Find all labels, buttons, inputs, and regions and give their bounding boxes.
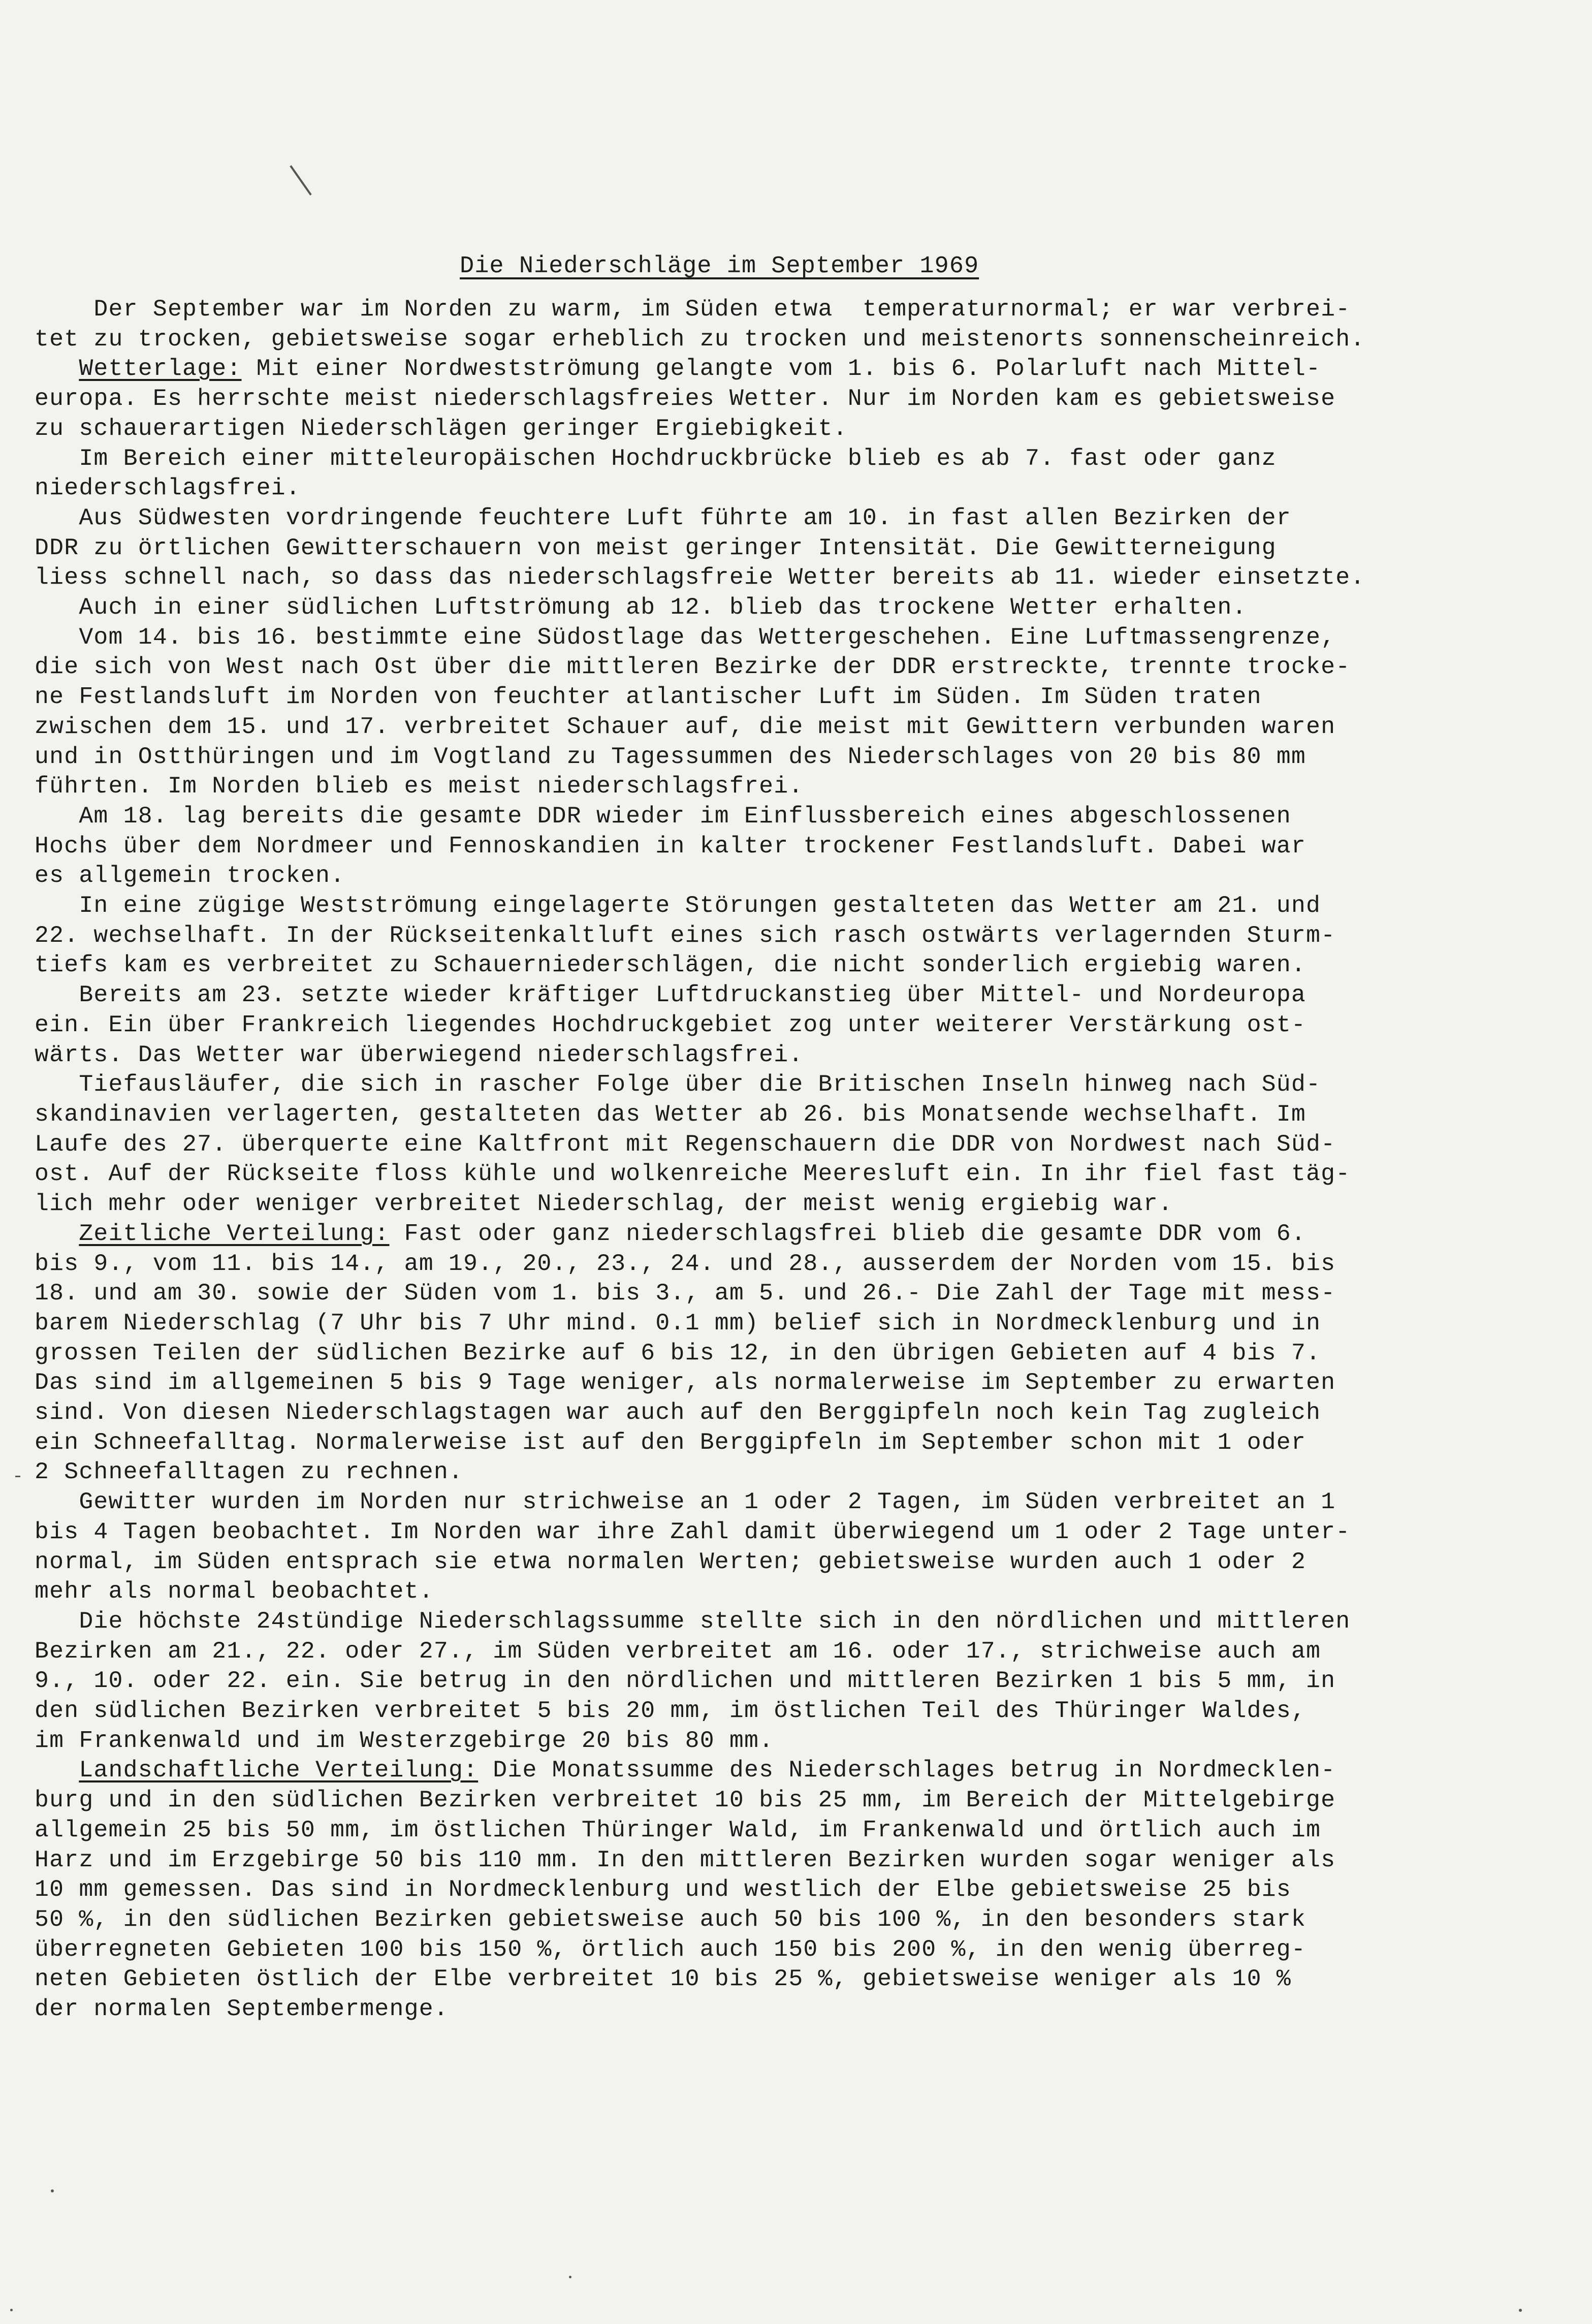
- text-line: [35, 1547, 1508, 1577]
- document-body: [35, 295, 1508, 2024]
- line-text: Harz und im Erzgebirge 50 bis 110 mm. In den mittleren Bezirken wurden sogar weniger als: [35, 1846, 1336, 1873]
- line-text: barem Niederschlag (7 Uhr bis 7 Uhr mind. 0.1 mm) belief sich in Nordmecklenburg und in: [35, 1309, 1321, 1336]
- line-text: Die höchste 24stündige Niederschlagssumme stellte sich in den nördlichen und mittleren: [35, 1607, 1351, 1635]
- line-text: zu schauerartigen Niederschlägen geringer Ergiebigkeit.: [35, 415, 848, 442]
- text-line: [35, 891, 1508, 921]
- line-text: die sich von West nach Ost über die mittleren Bezirke der DDR erstreckte, trennte trocke-: [35, 653, 1351, 681]
- line-text: 22. wechselhaft. In der Rückseitenkaltluft eines sich rasch ostwärts verlagernden Sturm-: [35, 921, 1336, 949]
- line-text: 50 %, in den südlichen Bezirken gebietsweise auch 50 bis 100 %, in den besonders stark: [35, 1905, 1306, 1933]
- line-text: europa. Es herrschte meist niederschlagsfreies Wetter. Nur im Norden kam es gebietsweise: [35, 385, 1336, 412]
- text-line: [35, 1100, 1508, 1130]
- text-line: [35, 861, 1508, 891]
- text-line: [35, 593, 1508, 623]
- text-line: [35, 1905, 1508, 1935]
- line-text: normal, im Süden entsprach sie etwa normalen Werten; gebietsweise wurden auch 1 oder 2: [35, 1548, 1306, 1575]
- text-line: [35, 1040, 1508, 1070]
- text-line: [35, 1696, 1508, 1726]
- text-line: [35, 772, 1508, 802]
- line-text: den südlichen Bezirken verbreitet 5 bis 20 mm, im östlichen Teil des Thüringer Waldes,: [35, 1697, 1306, 1725]
- text-line: [35, 1816, 1508, 1845]
- text-line: [35, 802, 1508, 832]
- section-heading: Wetterlage:: [79, 355, 242, 383]
- text-line: [35, 533, 1508, 563]
- text-line: [35, 473, 1508, 503]
- text-line: [35, 623, 1508, 653]
- line-text: Mit einer Nordwestströmung gelangte vom 1. bis 6. Polarluft nach Mittel-: [241, 355, 1321, 383]
- line-text: lich mehr oder weniger verbreitet Niederschlag, der meist wenig ergiebig war.: [35, 1190, 1173, 1218]
- text-line: [35, 1398, 1508, 1428]
- text-line: [35, 1219, 1508, 1249]
- scan-speck: [1519, 2309, 1522, 2312]
- line-text: zwischen dem 15. und 17. verbreitet Schauer auf, die meist mit Gewittern verbunden waren: [35, 713, 1336, 740]
- line-text: tiefs kam es verbreitet zu Schauerniederschlägen, die nicht sonderlich ergiebig waren.: [35, 951, 1306, 979]
- text-line: [35, 1756, 1508, 1786]
- line-text: burg und in den südlichen Bezirken verbreitet 10 bis 25 mm, im Bereich der Mittelgebirge: [35, 1787, 1336, 1814]
- text-line: [35, 444, 1508, 474]
- scan-speck: [569, 2276, 571, 2278]
- line-text: ne Festlandsluft im Norden von feuchter atlantischer Luft im Süden. Im Süden traten: [35, 683, 1262, 711]
- line-text: 18. und am 30. sowie der Süden vom 1. bis 3., am 5. und 26.- Die Zahl der Tage mit mess-: [35, 1280, 1336, 1307]
- line-text: Hochs über dem Nordmeer und Fennoskandien in kalter trockener Festlandsluft. Dabei war: [35, 832, 1306, 859]
- text-line: [35, 921, 1508, 951]
- line-text: Tiefausläufer, die sich in rascher Folge über die Britischen Inseln hinweg nach Süd-: [35, 1071, 1321, 1098]
- line-text: In eine zügige Westströmung eingelagerte Störungen gestalteten das Wetter am 21. und: [35, 892, 1321, 919]
- line-text: bis 9., vom 11. bis 14., am 19., 20., 23., 24. und 28., ausserdem der Norden vom 15. bis: [35, 1250, 1336, 1277]
- line-text: tet zu trocken, gebietsweise sogar erheblich zu trocken und meistenorts sonnenscheinreich.: [35, 325, 1365, 353]
- text-line: [35, 1666, 1508, 1696]
- line-text: ein. Ein über Frankreich liegendes Hochdruckgebiet zog unter weiterer Verstärkung ost-: [35, 1011, 1306, 1038]
- text-line: [35, 652, 1508, 682]
- line-text: 9., 10. oder 22. ein. Sie betrug in den nördlichen und mittleren Bezirken 1 bis 5 mm, in: [35, 1667, 1336, 1695]
- line-text: im Frankenwald und im Westerzgebirge 20 bis 80 mm.: [35, 1727, 774, 1754]
- line-text: mehr als normal beobachtet.: [35, 1578, 434, 1605]
- line-text: 10 mm gemessen. Das sind in Nordmecklenburg und westlich der Elbe gebietsweise 25 bis: [35, 1876, 1291, 1903]
- text-line: [35, 563, 1508, 593]
- text-line: [35, 1577, 1508, 1607]
- line-text: ein Schneefalltag. Normalerweise ist auf den Berggipfeln im September schon mit 1 oder: [35, 1428, 1306, 1456]
- text-line: [35, 1994, 1508, 2024]
- line-text: grossen Teilen der südlichen Bezirke auf 6 bis 12, in den übrigen Gebieten auf 4 bis 7.: [35, 1339, 1321, 1366]
- line-text: sind. Von diesen Niederschlagstagen war auch auf den Berggipfeln noch kein Tag zugleich: [35, 1399, 1321, 1426]
- text-line: [35, 1726, 1508, 1756]
- line-text: neten Gebieten östlich der Elbe verbreitet 10 bis 25 %, gebietsweise weniger als 10 %: [35, 1965, 1291, 1993]
- text-line: [35, 1070, 1508, 1100]
- text-line: [35, 295, 1508, 325]
- scan-stroke: [290, 165, 311, 196]
- line-text: Am 18. lag bereits die gesamte DDR wieder im Einflussbereich eines abgeschlossenen: [35, 802, 1291, 830]
- line-text: führten. Im Norden blieb es meist niederschlagsfrei.: [35, 773, 804, 800]
- line-text: Gewitter wurden im Norden nur strichweise an 1 oder 2 Tagen, im Süden verbreitet an 1: [35, 1488, 1336, 1516]
- line-text: der normalen Septembermenge.: [35, 1995, 449, 2023]
- text-line: [35, 1249, 1508, 1279]
- line-text: Im Bereich einer mitteleuropäischen Hochdruckbrücke blieb es ab 7. fast oder ganz: [35, 444, 1277, 472]
- text-line: [35, 1845, 1508, 1875]
- text-line: [35, 1935, 1508, 1965]
- line-text: Fast oder ganz niederschlagsfrei blieb die gesamte DDR vom 6.: [389, 1220, 1307, 1247]
- line-text: ost. Auf der Rückseite floss kühle und wolkenreiche Meeresluft ein. In ihr fiel fast täg-: [35, 1160, 1351, 1188]
- scan-speck: [15, 1476, 20, 1477]
- line-text: allgemein 25 bis 50 mm, im östlichen Thüringer Wald, im Frankenwald und örtlich auch im: [35, 1816, 1321, 1843]
- text-line: [35, 712, 1508, 742]
- text-line: [35, 980, 1508, 1010]
- line-text: Bezirken am 21., 22. oder 27., im Süden verbreitet am 16. oder 17., strichweise auch am: [35, 1637, 1321, 1665]
- text-line: [35, 1339, 1508, 1368]
- text-line: [35, 1428, 1508, 1458]
- line-text: Laufe des 27. überquerte eine Kaltfront mit Regenschauern die DDR von Nordwest nach Süd-: [35, 1130, 1336, 1158]
- scan-speck: [10, 2309, 13, 2311]
- line-text: Bereits am 23. setzte wieder kräftiger Luftdruckanstieg über Mittel- und Nordeuropa: [35, 981, 1306, 1009]
- text-line: [35, 1607, 1508, 1637]
- text-line: [35, 832, 1508, 862]
- text-line: [35, 1010, 1508, 1040]
- section-heading: Landschaftliche Verteilung:: [79, 1757, 479, 1784]
- line-text: überregneten Gebieten 100 bis 150 %, örtlich auch 150 bis 200 %, in den wenig überreg-: [35, 1935, 1306, 1963]
- page-title: Die Niederschläge im September 1969: [460, 253, 979, 280]
- text-line: [35, 384, 1508, 414]
- line-text: Die Monatssumme des Niederschlages betrug in Nordmecklen-: [478, 1757, 1336, 1784]
- line-text: es allgemein trocken.: [35, 862, 345, 889]
- line-text: DDR zu örtlichen Gewitterschauern von meist geringer Intensität. Die Gewitterneigung: [35, 534, 1277, 561]
- text-line: [35, 1368, 1508, 1398]
- text-line: [35, 1637, 1508, 1667]
- line-text: liess schnell nach, so dass das niederschlagsfreie Wetter bereits ab 11. wieder einsetzte.: [35, 564, 1365, 591]
- line-text: niederschlagsfrei.: [35, 474, 301, 502]
- line-text: Aus Südwesten vordringende feuchtere Luft führte am 10. in fast allen Bezirken der: [35, 504, 1291, 531]
- text-line: [35, 1279, 1508, 1309]
- text-line: [35, 1964, 1508, 1994]
- text-line: [35, 1189, 1508, 1219]
- line-text: skandinavien verlagerten, gestalteten das Wetter ab 26. bis Monatsende wechselhaft. Im: [35, 1100, 1306, 1128]
- line-text: 2 Schneefalltagen zu rechnen.: [35, 1458, 464, 1486]
- section-heading: Zeitliche Verteilung:: [79, 1220, 390, 1247]
- text-line: [35, 1130, 1508, 1160]
- line-text: Vom 14. bis 16. bestimmte eine Südostlage das Wettergeschehen. Eine Luftmassengrenze,: [35, 623, 1336, 651]
- text-line: [35, 1457, 1508, 1487]
- line-text: wärts. Das Wetter war überwiegend niederschlagsfrei.: [35, 1041, 804, 1068]
- text-line: [35, 1309, 1508, 1339]
- text-line: [35, 1159, 1508, 1189]
- line-text: Auch in einer südlichen Luftströmung ab 12. blieb das trockene Wetter erhalten.: [35, 594, 1247, 621]
- text-line: [35, 950, 1508, 980]
- scan-speck: [51, 2189, 54, 2192]
- text-line: [35, 742, 1508, 772]
- text-line: [35, 1875, 1508, 1905]
- text-line: [35, 1786, 1508, 1816]
- line-text: Der September war im Norden zu warm, im Süden etwa temperaturnormal; er war verbrei-: [35, 296, 1351, 323]
- text-line: [35, 414, 1508, 444]
- text-line: [35, 1487, 1508, 1517]
- text-line: [35, 1517, 1508, 1547]
- line-text: Das sind im allgemeinen 5 bis 9 Tage weniger, als normalerweise im September zu erwarten: [35, 1369, 1336, 1396]
- line-text: bis 4 Tagen beobachtet. Im Norden war ihre Zahl damit überwiegend um 1 oder 2 Tage unter-: [35, 1518, 1351, 1545]
- text-line: [35, 682, 1508, 712]
- text-line: [35, 503, 1508, 533]
- text-line: [35, 354, 1508, 384]
- line-text: und in Ostthüringen und im Vogtland zu Tagessummen des Niederschlages von 20 bis 80 mm: [35, 743, 1306, 770]
- text-line: [35, 325, 1508, 355]
